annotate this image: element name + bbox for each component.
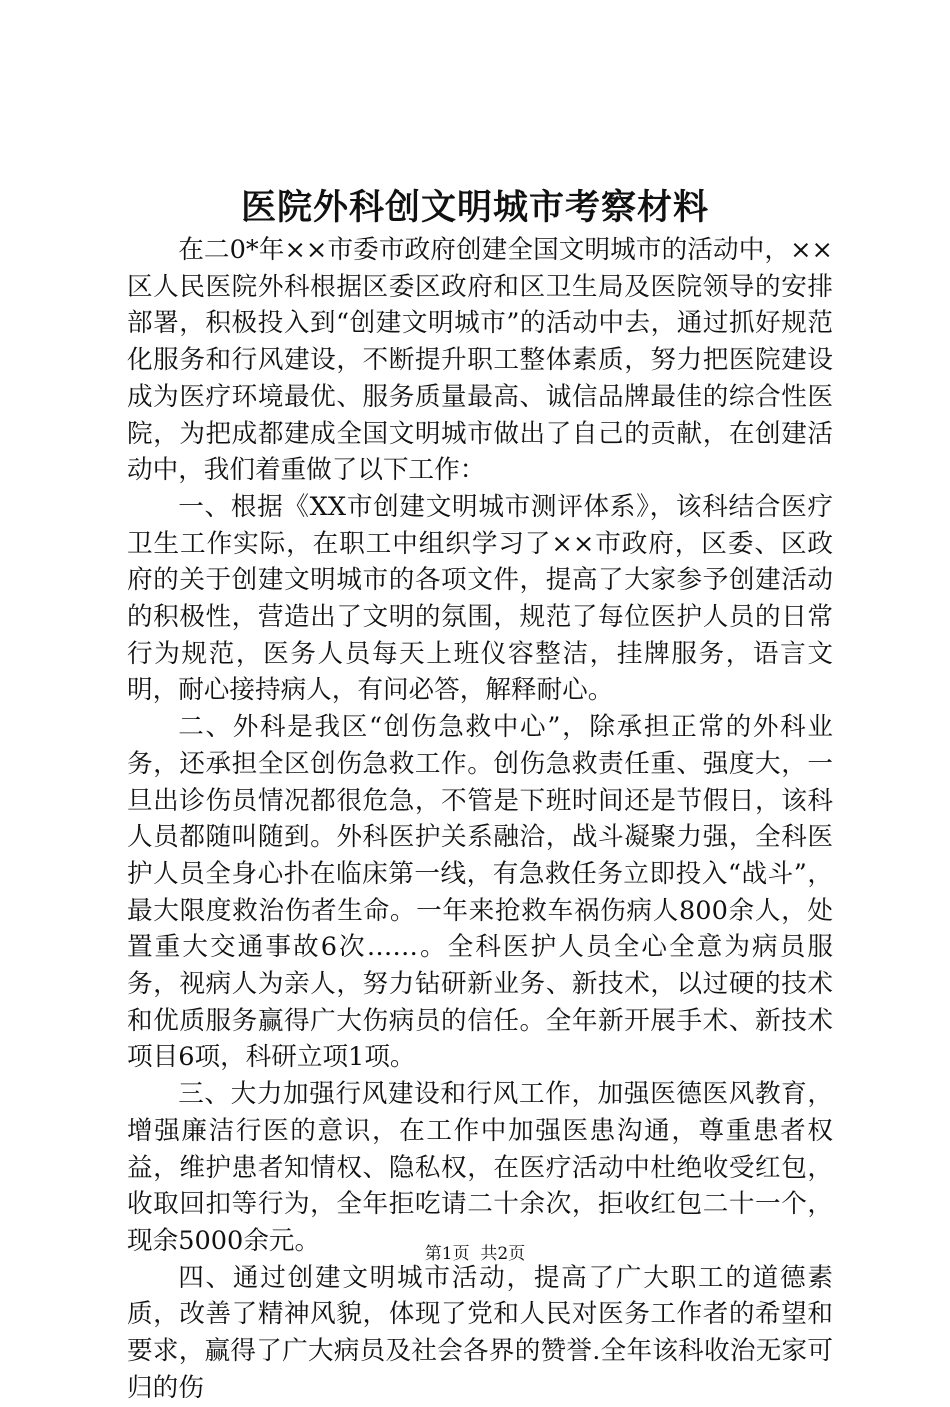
paragraph-intro: 在二0*年××市委市政府创建全国文明城市的活动中，××区人民医院外科根据区委区政府和区卫生局及医院领导的安排部署，积极投入到“创建文明城市”的活动中去，通过抓好规范化服务和行风建设，不断提升职工整体素质，努力把医院建设成为医疗环境最优、服务质量最高、诚信品牌最佳的综合性医院，为把成都建成全国文明城市做出了自己的贡献，在创建活动中，我们着重做了以下工作：: [127, 235, 833, 486]
paragraph-section-4: 四、通过创建文明城市活动，提高了广大职工的道德素质，改善了精神风貌，体现了党和人民对医务工作者的希望和要求，赢得了广大病员及社会各界的赞誉.全年该科收治无家可归的伤: [127, 1262, 833, 1403]
page-footer: [0, 1242, 950, 1266]
page-number-current: 第1页: [424, 1244, 470, 1264]
paragraph-section-1: 一、根据《XX市创建文明城市测评体系》，该科结合医疗卫生工作实际，在职工中组织学习了××市政府，区委、区政府的关于创建文明城市的各项文件，提高了大家参予创建活动的积极性，营造出了文明的氛围，规范了每位医护人员的日常行为规范，医务人员每天上班仪容整洁，挂牌服务，语言文明，耐心接持病人，有问必答，解释耐心。: [127, 491, 833, 706]
document-title: 医院外科创文明城市考察材料: [240, 187, 709, 228]
footer-separator: [470, 1244, 481, 1264]
paragraph-section-2: 二、外科是我区“创伤急救中心”，除承担正常的外科业务，还承担全区创伤急救工作。创伤急救责任重、强度大，一旦出诊伤员情况都很危急，不管是下班时间还是节假日，该科人员都随叫随到。外科医护关系融洽，战斗凝聚力强，全科医护人员全身心扑在临床第一线，有急救任务立即投入“战斗”，最大限度救治伤者生命。一年来抢救车祸伤病人800余人，处置重大交通事故6次……。全科医护人员全心全意为病员服务，视病人为亲人，努力钻研新业务、新技术，以过硬的技术和优质服务赢得广大伤病员的信任。全年新开展手术、新技术项目6项，科研立项1项。: [127, 712, 833, 1073]
paragraph-section-3: 三、大力加强行风建设和行风工作，加强医德医风教育，增强廉洁行医的意识，在工作中加强医患沟通，尊重患者权益，维护患者知情权、隐私权，在医疗活动中杜绝收受红包，收取回扣等行为，全年拒吃请二十余次，拒收红包二十一个，现余5000余元。: [127, 1079, 833, 1256]
page-number-total: 共2页: [480, 1244, 526, 1264]
document-body: [127, 232, 833, 1407]
